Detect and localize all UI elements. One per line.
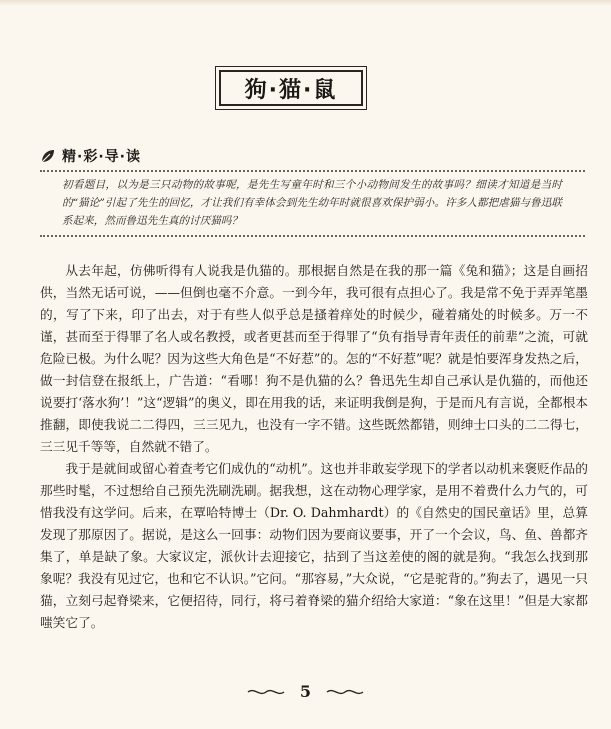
page-footer	[0, 682, 611, 701]
guide-divider-top	[40, 170, 585, 172]
chapter-title: 狗·猫·鼠	[244, 77, 338, 103]
guide-text: 初看题目，以为是三只动物的故事呢，是先生写童年时和三个小动物间发生的故事吗？细读才知道是当时的“猫论”引起了先生的回忆，才让我们有幸体会到先生幼年时就很喜欢保护弱小。许多人都把虐猫与鲁迅联系起来，然而鲁迅先生真的讨厌猫吗？	[62, 179, 562, 227]
chapter-title-box	[215, 66, 367, 110]
leaf-icon	[40, 148, 56, 164]
body-text	[40, 260, 588, 634]
paragraph: 我于是就间或留心着查考它们成仇的“动机”。这也并非敢妄学现下的学者以动机来褒贬作品的那些时髦，不过想给自己预先洗刷洗刷。据我想，这在动物心理学家，是用不着费什么力气的，可惜我没有这学问。后来，在覃哈特博士（Dr. O. Dahmhardt）的《自然史的国民童话》里，总算发现了那原因了。据说，是这么一回事：动物们因为要商议要事，开了一个会议，鸟、鱼、兽都齐集了，单是缺了象。大家议定，派伙计去迎接它，拈到了当这差使的阁的就是狗。“我怎么找到那象呢？我没有见过它，也和它不认识。”它问。“那容易，”大众说，“它是驼背的。”狗去了，遇见一只猫，立刻弓起脊梁来，它便招待，同行，将弓着脊梁的猫介绍给大家道：“象在这里！”但是大家都嗤笑它了。	[40, 461, 588, 630]
page-number: 5	[299, 682, 312, 701]
ornament-left-icon	[246, 687, 286, 697]
top-shading	[0, 0, 611, 6]
ornament-right-icon	[325, 687, 365, 697]
paragraph: 从去年起，仿佛听得有人说我是仇猫的。那根据自然是在我的那一篇《兔和猫》；这是自画招供，当然无话可说，——但倒也毫不介意。一到今年，我可很有点担心了。我是常不免于弄弄笔墨的，写了下来，印了出去，对于有些人似乎总是搔着痒处的时候少，碰着痛处的时候多。万一不谨，甚而至于得罪了名人或名教授，或者更甚而至于得罪了“负有指导青年责任的前辈”之流，可就危险已极。为什么呢？因为这些大角色是“不好惹”的。怎的“不好惹”呢？就是怕要浑身发热之后，做一封信登在报纸上，广告道：“看哪！狗不是仇猫的么？鲁迅先生却自己承认是仇猫的，而他还说要打‘落水狗’！”这“逻辑”的奥义，即在用我的话，来证明我倒是狗，于是而凡有言说，全都根本推翻，即使我说二二得四，三三见九，也没有一字不错。这些既然都错，则绅士口头的二二得七，三三见千等等，自然就不错了。	[40, 263, 588, 454]
guide-header	[40, 146, 141, 166]
guide-label: 精·彩·导·读	[62, 149, 141, 165]
guide-divider-bottom	[40, 235, 585, 237]
